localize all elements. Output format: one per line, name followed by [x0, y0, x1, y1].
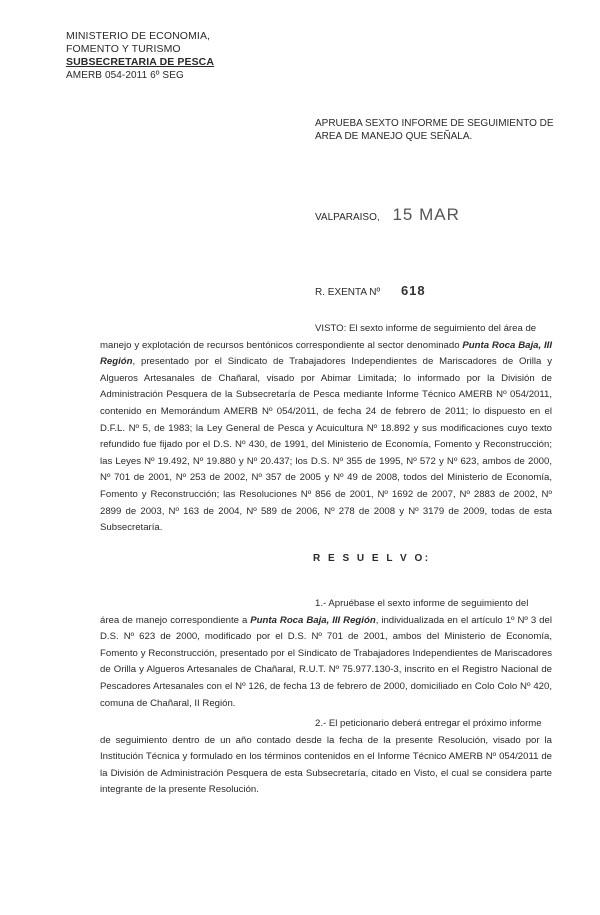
- resolution-item-1: [100, 596, 552, 712]
- date-stamp: 15 MAR: [392, 205, 460, 224]
- ministry-line-2: FOMENTO Y TURISMO: [66, 43, 181, 55]
- reference-code: AMERB 054-2011 6º SEG: [66, 70, 184, 81]
- ministry-line: MINISTERIO DE ECONOMIA,: [66, 30, 211, 42]
- visto-text-a: manejo y explotación de recursos bentónicos correspondiente al sector denominado: [100, 339, 463, 351]
- visto-body: [100, 338, 552, 537]
- item1-text-a: área de manejo correspondiente a: [100, 614, 251, 626]
- item1-place: Punta Roca Baja, III Región: [250, 614, 376, 626]
- subsecretariat-line: SUBSECRETARIA DE PESCA: [66, 56, 215, 68]
- letterhead: [66, 30, 214, 82]
- visto-text-b: , presentado por el Sindicato de Trabajadores Independientes de Mariscadores de Orilla y Algueros Artesanales de Chañaral, visado por Abimar Limitada; lo informado por la División de Administración Pesquera de la Subsecretaría de Pesca mediante Informe Técnico AMERB Nº 054/2011, contenido en Memorándum AMERB Nº 054/2011, de fecha 24 de febrero de 2011; lo dispuesto en el D.F.L. Nº 5, de 1983; la Ley General de Pesca y Acuicultura Nº 18.892 y sus modificaciones cuyo texto refundido fue fijado por el D.S. Nº 430, de 1991, del Ministerio de Economía, Fomento y Reconstrucción; las Leyes Nº 19.492, Nº 19.880 y Nº 20.437; los D.S. Nº 355 de 1995, Nº 572 y Nº 623, ambos de 2000, Nº 701 de 2001, Nº 253 de 2002, Nº 357 de 2005 y Nº 49 de 2008, todos del Ministerio de Economía, Fomento y Reconstrucción; las Resoluciones Nº 856 de 2001, Nº 1692 de 2007, Nº 2883 de 2002, Nº 2899 de 2003, Nº 163 de 2004, Nº 589 de 2006, Nº 278 de 2008 y Nº 3179 de 2009, todas de esta Subsecretaría.: [100, 356, 552, 534]
- resolution-number: 618: [400, 283, 426, 298]
- resolution-number-line: [315, 283, 426, 298]
- visto-lead: VISTO: El sexto informe de seguimiento del área de: [315, 323, 537, 334]
- resolution-label: R. EXENTA Nº: [315, 287, 381, 298]
- visto-place: Punta Roca Baja, III Región: [100, 339, 552, 368]
- resuelvo-heading: R E S U E L V O:: [313, 553, 431, 564]
- item1-lead: 1.- Apruébase el sexto informe de seguimiento del: [315, 598, 529, 609]
- item2-lead: 2.- El peticionario deberá entregar el próximo informe: [315, 718, 542, 729]
- item1-text-b: , individualizada en el artículo 1º Nº 3 del D.S. Nº 623 de 2000, modificado por el D.S. Nº 701 de 2001, ambos del Ministerio de Economía, Fomento y Reconstrucción, presentado por el Sindicato de Trabajadores Independientes de Mariscadores de Orilla y Algueros Artesanales de Chañaral, R.U.T. Nº 75.977.130-3, inscrito en el Registro Nacional de Pescadores Artesanales con el Nº 126, de fecha 13 de febrero de 2000, domiciliado en Colo Colo Nº 420, comuna de Chañaral, II Región.: [100, 614, 552, 709]
- item1-body: [100, 613, 552, 713]
- visto-section: [100, 321, 552, 537]
- date-label: VALPARAISO,: [315, 212, 380, 223]
- resolution-item-2: [100, 716, 552, 799]
- item2-body: de seguimiento dentro de un año contado desde la fecha de la presente Resolución, visado por la Institución Técnica y formulado en los términos contenidos en el Informe Técnico AMERB Nº 054/2011 de la División de Administración Pesquera de esta Subsecretaría, citado en Visto, el cual se considera parte integrante de la presente Resolución.: [100, 734, 552, 796]
- subject-summary: APRUEBA SEXTO INFORME DE SEGUIMIENTO DE AREA DE MANEJO QUE SEÑALA.: [315, 118, 554, 142]
- date-line: [315, 205, 460, 225]
